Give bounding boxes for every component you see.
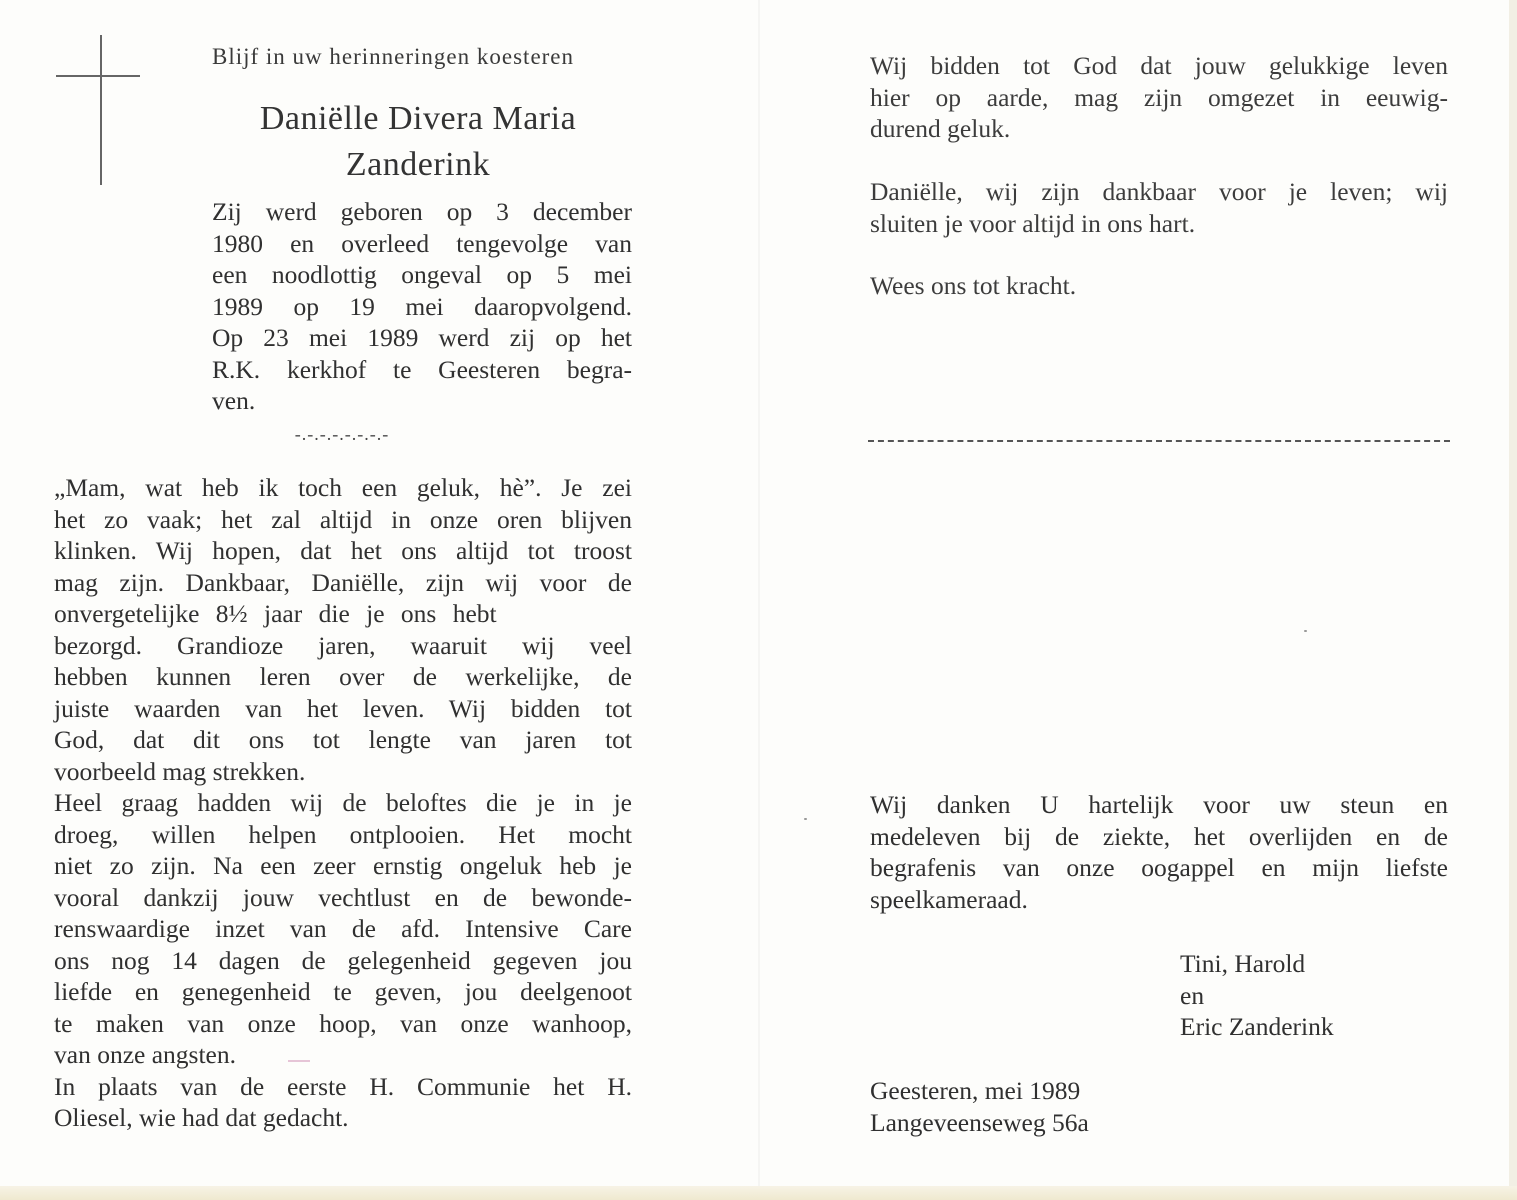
signers [1180, 948, 1480, 1043]
card-bottom-edge [0, 1186, 1517, 1200]
text-line: God, dat dit ons tot lengte van jaren tot [54, 725, 632, 754]
card-fold [758, 0, 760, 1200]
text-line: sluiten je voor altijd in ons hart. [870, 208, 1196, 238]
text-line: ven. [212, 386, 256, 415]
signer-line: Tini, Harold [1180, 949, 1306, 978]
text-line: Op 23 mei 1989 werd zij op het [212, 323, 632, 352]
text-line: klinken. Wij hopen, dat het ons altijd tot troost [54, 536, 632, 565]
text-line: begrafenis van onze oogappel en mijn liefste [870, 853, 1448, 882]
address: Langeveenseweg 56a [870, 1107, 1089, 1137]
text-line: te maken van onze hoop, van onze wanhoop, [54, 1008, 632, 1038]
deceased-name: Daniëlle Divera Maria [259, 100, 577, 137]
text-line: vooral dankzij jouw vechtlust en de bewonde- [54, 882, 632, 912]
motto: Blijf in uw herinneringen koesteren [212, 44, 575, 69]
text-line: R.K. kerkhof te Geesteren begra- [212, 354, 632, 384]
card-right-edge [1509, 0, 1517, 1200]
ornament-divider: -.-.-.-.-.-.-.- [294, 424, 390, 444]
text-line: ons nog 14 dagen de gelegenheid gegeven jou [54, 945, 632, 975]
text-line: het zo vaak; het zal altijd in onze oren blijven [54, 504, 632, 534]
ink-mark [288, 1060, 310, 1062]
remembrance-paragraph [54, 472, 632, 1134]
text-line: Wees ons tot kracht. [870, 271, 1077, 300]
text-line: speelkameraad. [870, 884, 1028, 914]
birth-death-paragraph [212, 196, 632, 417]
text-line: Wij bidden tot God dat jouw gelukkige leven [870, 51, 1448, 80]
text-line: Oliesel, wie had dat gedacht. [54, 1103, 349, 1132]
paper-speck [804, 818, 807, 820]
text-line: Heel graag hadden wij de beloftes die je in je [54, 788, 632, 817]
text-line: Wij danken U hartelijk voor uw steun en [870, 790, 1448, 819]
paper-speck [1304, 630, 1307, 632]
place-date: Geesteren, mei 1989 [870, 1076, 1081, 1105]
text-line: onvergetelijke 8½ jaar die je ons hebt [54, 599, 497, 628]
place-address [870, 1075, 1270, 1138]
text-line: 1989 op 19 mei daaropvolgend. [212, 291, 632, 321]
text-line: Zij werd geboren op 3 december [212, 197, 632, 226]
gratitude-paragraph [870, 176, 1448, 239]
text-line: juiste waarden van het leven. Wij bidden tot [54, 693, 632, 723]
text-line: renswaardige inzet van de afd. Intensive Care [54, 914, 632, 943]
text-line: 1980 en overleed tengevolge van [212, 228, 632, 258]
text-line: liefde en genegenheid te geven, jou deelgenoot [54, 977, 632, 1006]
text-line: van onze angsten. [54, 1040, 236, 1069]
text-line: hier op aarde, mag zijn omgezet in eeuwig- [870, 82, 1448, 112]
text-line: een noodlottig ongeval op 5 mei [212, 260, 632, 289]
text-line: droeg, willen helpen ontplooien. Het mocht [54, 819, 632, 849]
signer-line: Eric Zanderink [1180, 1012, 1334, 1041]
signer-line: en [1180, 980, 1205, 1010]
dashed-cut-line [868, 440, 1450, 442]
prayer-paragraph [870, 50, 1448, 145]
text-line: mag zijn. Dankbaar, Daniëlle, zijn wij voor de [54, 567, 632, 597]
text-line: niet zo zijn. Na een zeer ernstig ongeluk heb je [54, 851, 632, 880]
text-line: medeleven bij de ziekte, het overlijden en de [870, 821, 1448, 851]
strength-line [870, 270, 1448, 302]
text-line: „Mam, wat heb ik toch een geluk, hè”. Je zei [54, 473, 632, 502]
text-line: voorbeeld mag strekken. [54, 756, 306, 786]
text-line: durend geluk. [870, 114, 1011, 143]
text-line: In plaats van de eerste H. Communie het H. [54, 1071, 632, 1101]
text-line: bezorgd. Grandioze jaren, waaruit wij veel [54, 630, 632, 660]
text-line: hebben kunnen leren over de werkelijke, de [54, 662, 632, 691]
text-line: Daniëlle, wij zijn dankbaar voor je leven; wij [870, 177, 1448, 206]
thanks-paragraph [870, 789, 1448, 915]
deceased-surname: Zanderink [345, 146, 491, 183]
